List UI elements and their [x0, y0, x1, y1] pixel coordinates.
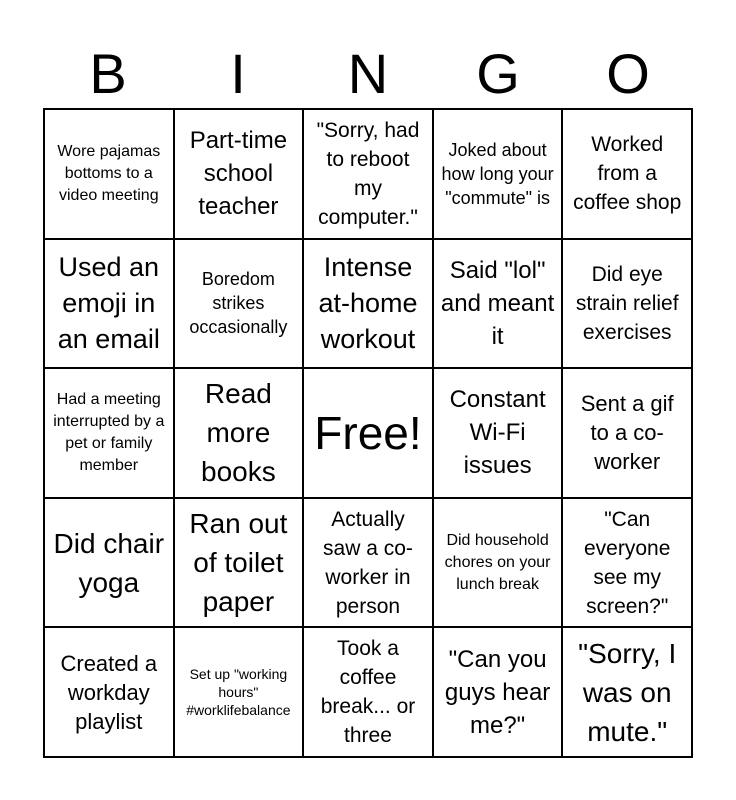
cell-text: Free! [314, 406, 422, 459]
bingo-cell[interactable] [44, 498, 174, 628]
header-letter-b: B [89, 42, 127, 105]
cell-text: Did chair yoga [53, 527, 165, 598]
cell-text: Part-time school teacher [189, 127, 288, 221]
bingo-cell[interactable] [562, 109, 692, 239]
bingo-cell[interactable] [303, 109, 433, 239]
bingo-cell[interactable] [433, 368, 563, 498]
bingo-cell[interactable] [562, 368, 692, 498]
bingo-cell[interactable] [174, 109, 304, 239]
cell-text: Set up "working hours" #worklifebalance [186, 666, 291, 719]
bingo-cell[interactable] [562, 239, 692, 369]
header-letter-g: G [476, 42, 520, 105]
bingo-cell[interactable] [433, 627, 563, 757]
cell-text: Ran out of toilet paper [189, 508, 288, 618]
bingo-cell[interactable] [562, 627, 692, 757]
cell-text: Worked from a coffee shop [573, 133, 682, 215]
cell-text: Constant Wi-Fi issues [449, 386, 546, 480]
bingo-cell[interactable] [44, 368, 174, 498]
bingo-cell[interactable] [44, 627, 174, 757]
header-letter-o: O [606, 42, 650, 105]
cell-text: "Sorry, I was on mute." [578, 637, 677, 747]
cell-text: Took a coffee break... or three [320, 637, 416, 748]
cell-text: Sent a gif to a co-worker [580, 391, 674, 475]
cell-text: "Can everyone see my screen?" [584, 507, 671, 618]
bingo-cell[interactable] [174, 498, 304, 628]
bingo-cell[interactable] [433, 498, 563, 628]
cell-text: Boredom strikes occasionally [189, 269, 288, 338]
bingo-cell[interactable] [303, 239, 433, 369]
bingo-cell[interactable] [433, 109, 563, 239]
cell-text: Created a workday playlist [60, 650, 158, 734]
header-letter-n: N [347, 42, 389, 105]
bingo-cell[interactable] [303, 498, 433, 628]
bingo-cell[interactable] [433, 239, 563, 369]
cell-text: Had a meeting interrupted by a pet or family member [53, 390, 165, 474]
cell-text: "Sorry, had to reboot my computer." [316, 118, 420, 229]
bingo-header [43, 40, 693, 108]
bingo-cell[interactable] [562, 498, 692, 628]
bingo-grid [43, 108, 693, 758]
cell-text: Did eye strain relief exercises [575, 262, 679, 344]
bingo-cell[interactable] [303, 627, 433, 757]
bingo-cell[interactable] [174, 627, 304, 757]
free-space-cell[interactable] [303, 368, 433, 498]
cell-text: Actually saw a co-worker in person [323, 507, 413, 618]
cell-text: Did household chores on your lunch break [444, 531, 551, 593]
bingo-cell[interactable] [174, 368, 304, 498]
header-letter-i: I [230, 42, 246, 105]
bingo-cell[interactable] [174, 239, 304, 369]
cell-text: Wore pajamas bottoms to a video meeting [57, 142, 161, 204]
cell-text: Read more books [201, 378, 276, 488]
cell-text: Intense at-home workout [318, 252, 418, 355]
bingo-cell[interactable] [44, 109, 174, 239]
cell-text: Said "lol" and meant it [440, 256, 555, 350]
cell-text: "Can you guys hear me?" [444, 645, 551, 739]
cell-text: Used an emoji in an email [57, 252, 160, 355]
cell-text: Joked about how long your "commute" is [441, 139, 554, 208]
bingo-cell[interactable] [44, 239, 174, 369]
